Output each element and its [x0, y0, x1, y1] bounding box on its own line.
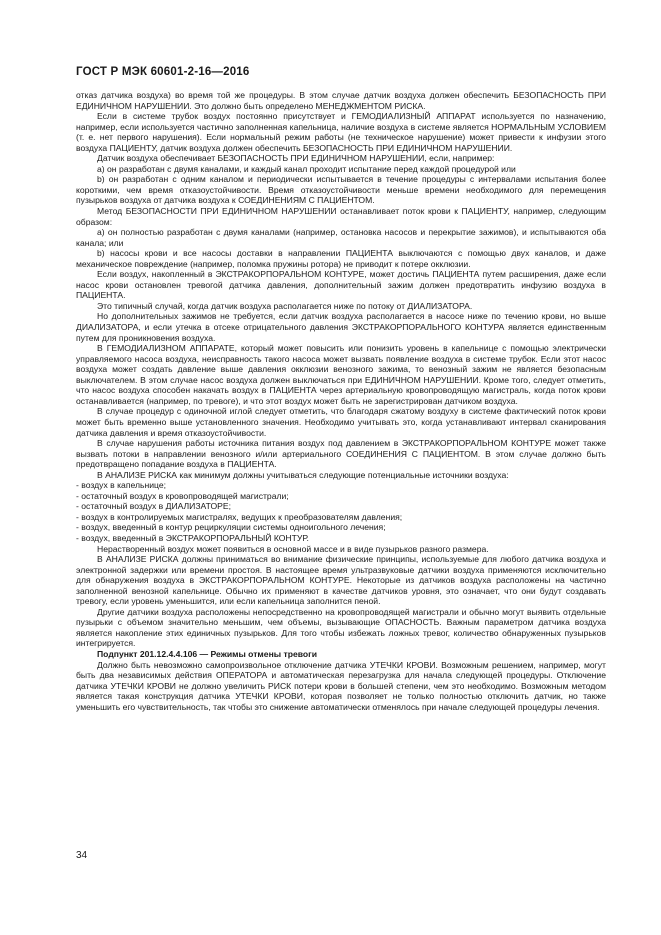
paragraph: В АНАЛИЗЕ РИСКА как минимум должны учитываться следующие потенциальные источники воздуха: [97, 469, 509, 480]
paragraph: В случае нарушения работы источника питания воздух под давлением в ЭКСТРАКОРПОРАЛЬНОМ КОНТУРЕ может также вызвать потоки в направлении венозного и/или артериального СОЕДИНЕНИЯ С ПАЦИЕНТОМ. В этом случае должно быть предотвращено попадание воздуха в ПАЦИЕНТА. [76, 438, 606, 470]
page-number: 34 [76, 850, 88, 861]
paragraph: Это типичный случай, когда датчик воздуха располагается ниже по потоку от ДИАЛИЗАТОРА. [97, 300, 473, 311]
document-header: ГОСТ Р МЭК 60601-2-16—2016 [76, 66, 250, 78]
list-item: - остаточный воздух в ДИАЛИЗАТОРЕ; [76, 501, 232, 512]
paragraph: a) он полностью разработан с двумя каналами (например, остановка насосов и перекрытие зажимов), и испытываются оба канала; или [76, 227, 606, 248]
paragraph: Если в системе трубок воздух постоянно присутствует и ГЕМОДИАЛИЗНЫЙ АППАРАТ используется по назначению, например, если используется частично заполненная капельница, наличие воздуха в системе является НОРМАЛЬНЫМ УСЛОВИЕМ (т. е. нет первого нарушения). Если нормальный режим работы (не техническое нарушение) может привести к инфузии этого воздуха ПАЦИЕНТУ, датчик воздуха должен обеспечить БЕЗОПАСНОСТЬ ПРИ ЕДИНИЧНОМ НАРУШЕНИИ. [76, 111, 606, 153]
list-item: - воздух в контролируемых магистралях, ведущих к преобразователям давления; [76, 511, 403, 522]
list-item: - воздух, введенный в контур рециркуляции системы одноигольного лечения; [76, 522, 386, 533]
paragraph: b) он разработан с одним каналом и периодически испытывается в течение процедуры с интервалами испытания более короткими, чем время отказоустойчивости. Время отказоустойчивости меньше времени необходимого для перемещения пузырьков воздуха от датчика воздуха к СОЕДИНЕНИЯМ С ПАЦИЕНТОМ. [76, 174, 606, 206]
paragraph: Датчик воздуха обеспечивает БЕЗОПАСНОСТЬ ПРИ ЕДИНИЧНОМ НАРУШЕНИИ, если, например: [97, 153, 495, 164]
subsection-heading: Подпункт 201.12.4.4.106 — Режимы отмены тревоги [97, 648, 318, 659]
paragraph: Метод БЕЗОПАСНОСТИ ПРИ ЕДИНИЧНОМ НАРУШЕНИИ останавливает поток крови к ПАЦИЕНТУ, например, следующим образом: [76, 206, 606, 227]
document-body [76, 90, 606, 712]
paragraph: отказ датчика воздуха) во время той же процедуры. В этом случае датчик воздуха должен обеспечить БЕЗОПАСНОСТЬ ПРИ ЕДИНИЧНОМ НАРУШЕНИИ. Это должно быть определено МЕНЕДЖМЕНТОМ РИСКА. [76, 90, 606, 111]
paragraph: В случае процедур с одиночной иглой следует отметить, что благодаря сжатому воздуху в системе фактический поток крови может быть временно выше установленного значения. Необходимо учитывать это, когда устанавливают интервал сканирования датчика давления и время отказоустойчивости. [76, 406, 606, 438]
paragraph: b) насосы крови и все насосы доставки в направлении ПАЦИЕНТА выключаются с помощью двух каналов, и даже механическое повреждение (например, поломка пружины ротора) не приводит к потере окклюзии. [76, 248, 606, 269]
paragraph: В ГЕМОДИАЛИЗНОМ АППАРАТЕ, который может повысить или понизить уровень в капельнице с помощью электрически управляемого насоса воздуха, неисправность такого насоса может вызвать появление воздуха в системе трубок. Если этот насос воздуха может создать давление выше давления окклюзии венозного зажима, то венозный зажим не является безопасным выключателем. В этом случае насос воздуха должен выключаться при ЕДИНИЧНОМ НАРУШЕНИИ. Кроме того, следует отметить, что насос воздуха способен накачать воздух в ПАЦИЕНТА через артериальную кровопроводящую магистраль, когда поток крови останавливается (например, по тревоге), и что этот воздух может быть не зарегистрирован датчиком воздуха. [76, 343, 606, 406]
paragraph: Но дополнительных зажимов не требуется, если датчик воздуха располагается в насосе ниже по течению крови, но выше ДИАЛИЗАТОРА, и если утечка в отсеке отрицательного давления ЭКСТРАКОРПОРАЛЬНОГО КОНТУРА является единственным путем для проникновения воздуха. [76, 311, 606, 343]
paragraph: a) он разработан с двумя каналами, и каждый канал проходит испытание перед каждой процедурой или [97, 163, 516, 174]
paragraph: В АНАЛИЗЕ РИСКА должны приниматься во внимание физические принципы, используемые для любого датчика воздуха и электронной задержки или времени простоя. В настоящее время ультразвуковые датчики воздуха применяются исключительно для обнаружения воздуха в ЭКСТРАКОРПОРАЛЬНОМ КОНТУРЕ. Некоторые из датчиков воздуха расположены на частично заполненной венозной капельнице. Обычно их применяют в качестве датчиков уровня, это означает, что они будут создавать тревогу, если уровень уменьшится, или если капельница заполнится пеной. [76, 554, 606, 607]
paragraph: Нерастворенный воздух может появиться в основной массе и в виде пузырьков разного размера. [97, 543, 489, 554]
list-item: - воздух, введенный в ЭКСТРАКОРПОРАЛЬНЫЙ КОНТУР. [76, 532, 309, 543]
paragraph: Другие датчики воздуха расположены непосредственно на кровопроводящей магистрали и обычно могут выявить отдельные пузырьки с объемом значительно меньшим, чем объемы, вызывающие ОПАСНОСТЬ. Важным параметром датчика воздуха является накопление этих единичных пузырьков. Для того чтобы избежать ложных тревог, количество обнаруженных пузырьков интегрируется. [76, 606, 606, 649]
list-item: - воздух в капельнице; [76, 480, 167, 491]
paragraph: Должно быть невозможно самопроизвольное отключение датчика УТЕЧКИ КРОВИ. Возможным решением, например, могут быть два независимых действия ОПЕРАТОРА и автоматическая перезагрузка для начала следующей процедуры. Отключение датчика УТЕЧКИ КРОВИ не должно увеличить РИСК потери крови в большей степени, чем это необходимо. Возможным методом является такая конструкция датчика УТЕЧКИ КРОВИ, которая позволяет не только полностью отключить датчик, но также уменьшить его чувствительность, так чтобы это снижение автоматически отменялось при начале следующей процедуры лечения. [76, 659, 606, 712]
paragraph: Если воздух, накопленный в ЭКСТРАКОРПОРАЛЬНОМ КОНТУРЕ, может достичь ПАЦИЕНТА путем расширения, даже если насос крови остановлен тревогой датчика давления, дополнительный зажим должен предотвратить инфузию воздуха в ПАЦИЕНТА. [76, 269, 606, 301]
list-item: - остаточный воздух в кровопроводящей магистрали; [76, 490, 289, 501]
